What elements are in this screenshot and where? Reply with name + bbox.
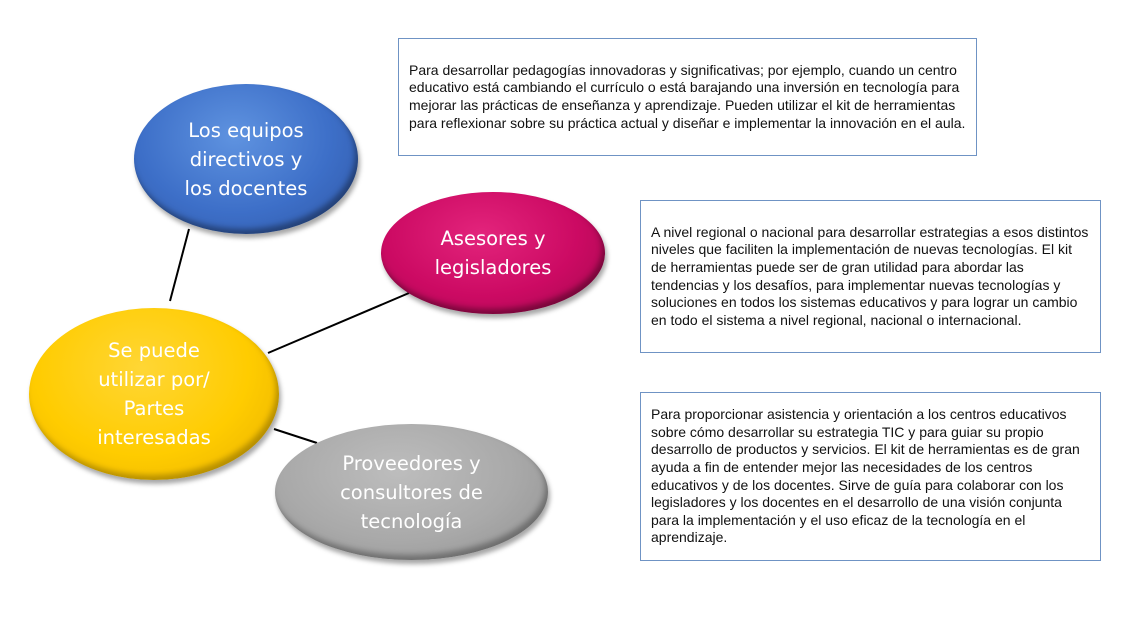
center-node [29,308,279,480]
description-text-asesores: A nivel regional o nacional para desarrollar estrategias a esos distintos niveles que faciliten la implementación de nuevas tecnologías. El kit de herramientas puede ser de gran utilidad para abordar las tendencias y los desafíos, para implementar nuevas tecnologías y soluciones en todos los sistemas educativos y para lograr un cambio en todo el sistema a nivel regional, nacional o internacional. [651,223,1089,328]
connector-proveedores [274,429,317,443]
node-asesores-legisladores [381,192,605,314]
center-node-label: Se puede utilizar por/ Partes interesadas [97,339,211,449]
connector-asesores [268,293,409,353]
description-box-equipos [398,38,977,156]
node-equipos-directivos [134,84,358,234]
description-text-proveedores: Para proporcionar asistencia y orientación a los centros educativos sobre cómo desarrollar su estrategia TIC y para guiar su propio desarrollo de productos y servicios. El kit de herramientas es de gran ayuda a fin de entender mejor las necesidades de los centros educativos y de los docentes. Sirve de guía para colaborar con los legisladores y los docentes en el desarrollo de una visión conjunta para la implementación y el uso eficaz de la tecnología en el aprendizaje. [651,406,1080,546]
node-proveedores-label: Proveedores y consultores de tecnología [340,451,483,533]
node-proveedores-consultores [275,424,548,560]
node-asesores-label: Asesores y legisladores [434,227,552,279]
connector-equipos [170,229,189,301]
description-text-equipos: Para desarrollar pedagogías innovadoras y significativas; por ejemplo, cuando un centro educativo está cambiando el currículo o está barajando una inversión en tecnología para mejorar las prácticas de enseñanza y aprendizaje. Pueden utilizar el kit de herramientas para reflexionar sobre su práctica actual y diseñar e implementar la innovación en el aula. [409,61,966,131]
description-box-proveedores [640,392,1101,561]
description-box-asesores [640,200,1101,353]
node-equipos-label: Los equipos directivos y los docentes [184,118,308,200]
